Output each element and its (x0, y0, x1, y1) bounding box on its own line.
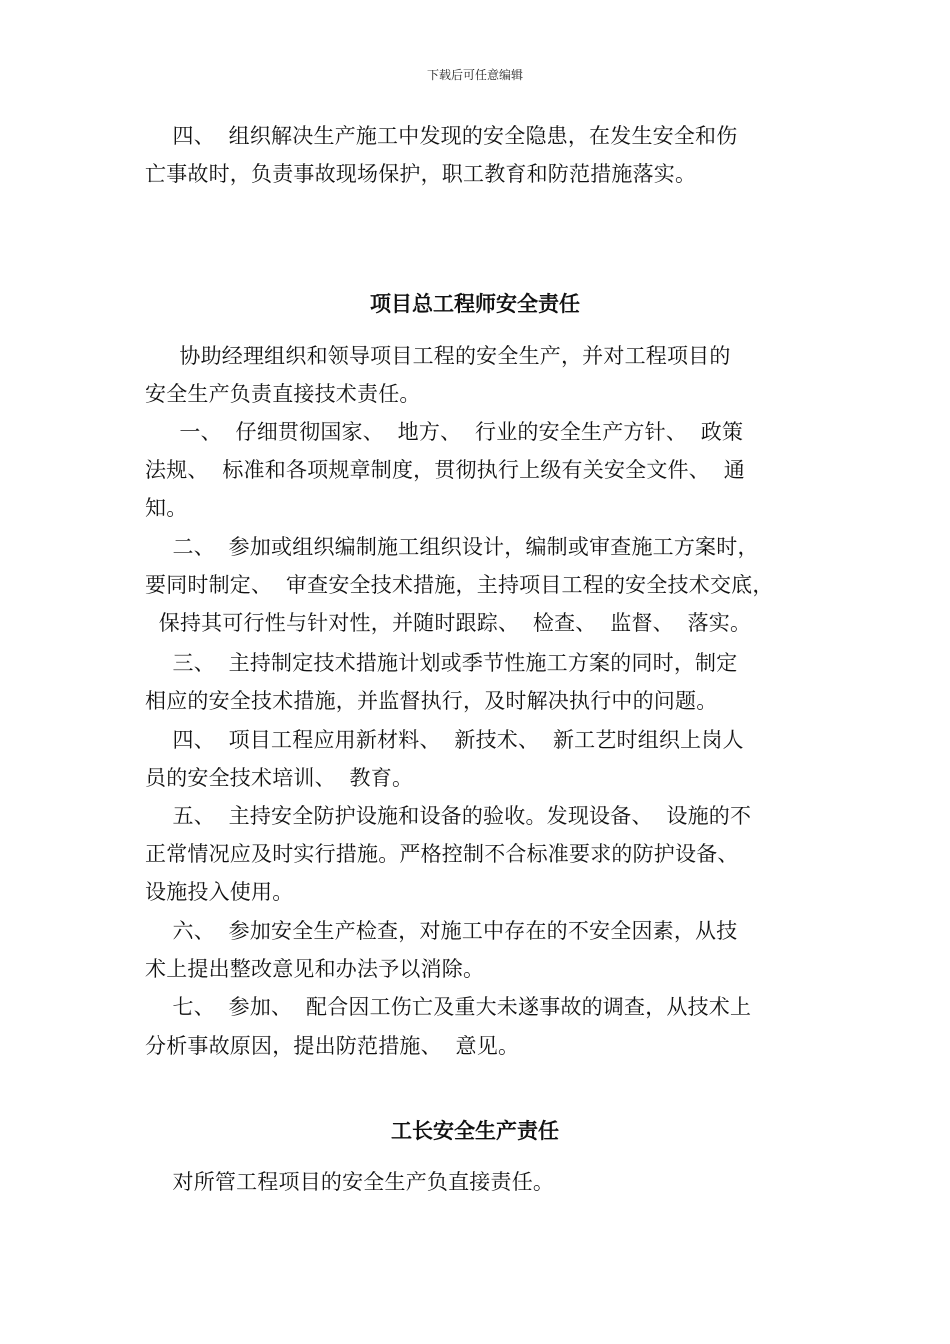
paragraph-line: 法规、 标准和各项规章制度，贯彻执行上级有关安全文件、 通 (145, 458, 745, 482)
paragraph-line: 三、 主持制定技术措施计划或季节性施工方案的同时，制定 (145, 651, 738, 675)
paragraph-line: 一、 仔细贯彻国家、 地方、 行业的安全生产方针、 政策 (145, 420, 744, 444)
paragraph-line: 二、 参加或组织编制施工组织设计，编制或审查施工方案时， (145, 535, 759, 559)
paragraph-line: 七、 参加、 配合因工伤亡及重大未遂事故的调查，从技术上 (145, 995, 752, 1019)
paragraph-line: 相应的安全技术措施，并监督执行，及时解决执行中的问题。 (145, 689, 718, 713)
section-heading-chief-engineer: 项目总工程师安全责任 (370, 292, 580, 316)
paragraph-line: 正常情况应及时实行措施。严格控制不合标准要求的防护设备、 (145, 842, 739, 866)
paragraph-line: 设施投入使用。 (145, 880, 294, 904)
paragraph-line: 安全生产负责直接技术责任。 (145, 382, 421, 406)
section-heading-foreman: 工长安全生产责任 (391, 1119, 559, 1143)
paragraph-line: 亡事故时，负责事故现场保护，职工教育和防范措施落实。 (145, 162, 697, 186)
paragraph-line: 员的安全技术培训、 教育。 (145, 766, 414, 790)
paragraph-line: 要同时制定、 审查安全技术措施，主持项目工程的安全技术交底， (145, 573, 774, 597)
paragraph-line: 分析事故原因，提出防范措施、 意见。 (145, 1034, 520, 1058)
paragraph-line: 六、 参加安全生产检查，对施工中存在的不安全因素，从技 (145, 919, 738, 943)
paragraph-line: 四、 组织解决生产施工中发现的安全隐患，在发生安全和伤 (145, 124, 738, 148)
paragraph-line: 知。 (145, 496, 188, 520)
paragraph-line: 保持其可行性与针对性，并随时跟踪、 检查、 监督、 落实。 (145, 611, 752, 635)
paragraph-line: 四、 项目工程应用新材料、 新技术、 新工艺时组织上岗人 (145, 728, 744, 752)
paragraph-line: 五、 主持安全防护设施和设备的验收。发现设备、 设施的不 (145, 804, 752, 828)
page-header-note: 下载后可任意编辑 (426, 68, 523, 82)
paragraph-line: 协助经理组织和领导项目工程的安全生产，并对工程项目的 (145, 344, 731, 368)
paragraph-line: 术上提出整改意见和办法予以消除。 (145, 957, 485, 981)
paragraph-line: 对所管工程项目的安全生产负直接责任。 (145, 1170, 555, 1194)
